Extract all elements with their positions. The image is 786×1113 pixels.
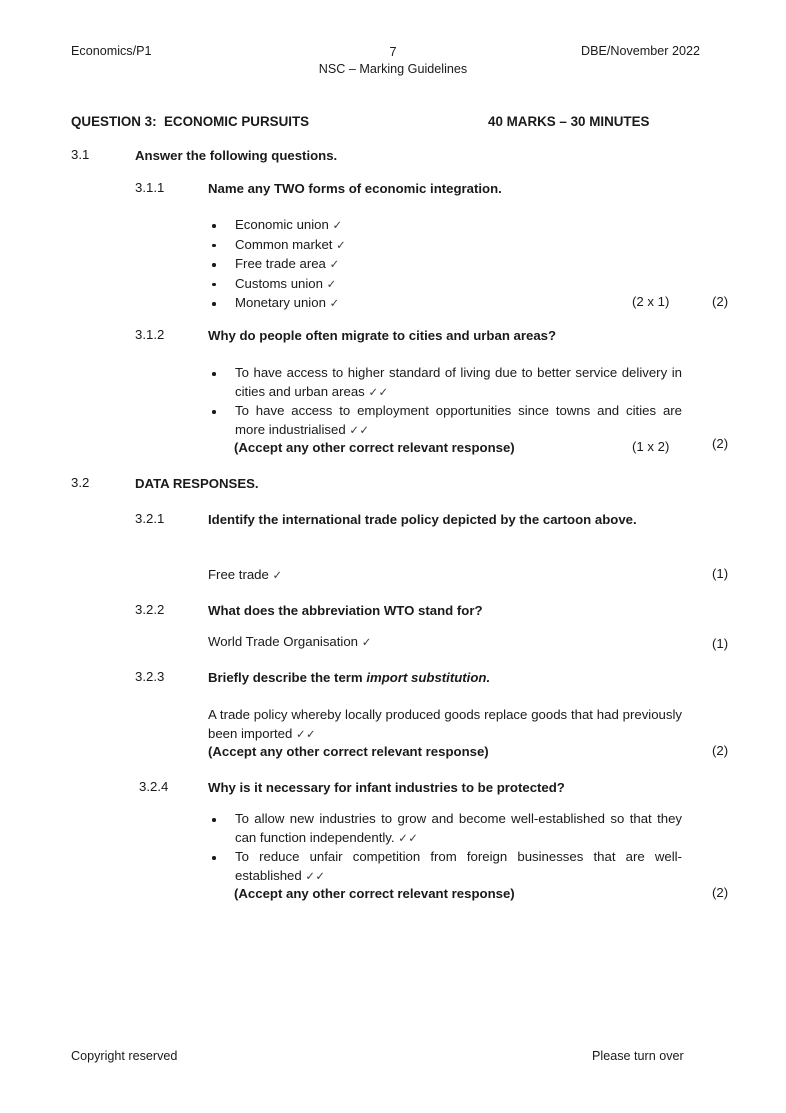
heading-text: Briefly describe the term [208, 670, 367, 685]
answer-text: World Trade Organisation [208, 634, 359, 649]
tick-icon: ✓✓ [295, 728, 317, 741]
tick-icon: ✓✓ [349, 424, 370, 437]
answer-bullets-3-1-1 [212, 216, 632, 314]
marks-total-3-1-2: (2) [712, 436, 729, 451]
list-item [212, 236, 632, 256]
accept-note-3-2-4: (Accept any other correct relevant response) [234, 886, 515, 901]
answer-bullets-3-2-4 [212, 810, 682, 886]
tick-icon: ✓ [329, 298, 340, 311]
section-number-3-1-1: 3.1.1 [135, 180, 165, 195]
header-subtitle: NSC – Marking Guidelines [318, 62, 468, 76]
marks-total-3-2-1: (1) [712, 566, 729, 581]
section-heading-3-2-3 [208, 669, 686, 688]
bullet-text: To have access to higher standard of living due to better service delivery in cities and urban areas [235, 365, 682, 399]
tick-icon: ✓ [336, 239, 347, 252]
accept-note-3-2-3: (Accept any other correct relevant response) [208, 744, 489, 759]
marks-calc-3-1-2: (1 x 2) [632, 439, 670, 454]
bullet-text: Economic union [235, 217, 329, 232]
answer-text: Free trade [208, 567, 269, 582]
answer-bullets-3-1-2 [212, 364, 682, 440]
bullet-text: To have access to employment opportunities since towns and cities are more industrialised [235, 403, 682, 437]
list-item [212, 848, 682, 886]
page-header [0, 44, 786, 86]
header-subject: Economics/P1 [71, 44, 152, 58]
tick-icon: ✓ [326, 278, 337, 291]
answer-text: A trade policy whereby locally produced goods replace goods that had previously been imported [208, 707, 682, 741]
answer-3-2-3 [208, 706, 682, 744]
section-number-3-1-2: 3.1.2 [135, 327, 165, 342]
tick-icon: ✓ [272, 570, 283, 582]
section-number-3-2-1: 3.2.1 [135, 511, 165, 526]
section-number-3-2: 3.2 [71, 475, 90, 490]
tick-icon: ✓ [329, 259, 340, 272]
section-heading-3-1: Answer the following questions. [135, 148, 338, 163]
section-number-3-2-3: 3.2.3 [135, 669, 165, 684]
bullet-text: Common market [235, 236, 333, 252]
footer-turn-over: Please turn over [592, 1049, 684, 1063]
section-heading-3-1-2: Why do people often migrate to cities and urban areas? [208, 328, 557, 343]
list-item [212, 275, 632, 295]
page-footer [0, 1049, 786, 1069]
bullet-text: Customs union [235, 275, 323, 291]
question-title: QUESTION 3: ECONOMIC PURSUITS [71, 114, 310, 129]
question-title-row [0, 114, 786, 134]
tick-icon: ✓✓ [305, 870, 326, 883]
list-item [212, 402, 682, 440]
section-number-3-2-4: 3.2.4 [139, 779, 169, 794]
marks-calc-3-1-1: (2 x 1) [632, 294, 670, 309]
bullet-text: To allow new industries to grow and become well-established so that they can function independently. [235, 811, 682, 845]
tick-icon: ✓✓ [368, 386, 389, 399]
section-heading-3-2-1: Identify the international trade policy depicted by the cartoon above. [208, 512, 637, 527]
section-number-3-2-2: 3.2.2 [135, 602, 165, 617]
heading-term-italic: import substitution. [366, 670, 491, 685]
tick-icon: ✓ [361, 637, 372, 649]
list-item [212, 216, 632, 236]
bullet-text: Free trade area [235, 256, 326, 272]
section-heading-3-2-4: Why is it necessary for infant industries to be protected? [208, 780, 565, 795]
list-item [212, 810, 682, 848]
accept-note-3-1-2: (Accept any other correct relevant response) [234, 440, 515, 455]
bullet-text: Monetary union [235, 295, 326, 311]
marks-total-3-1-1: (2) [712, 294, 729, 309]
section-heading-3-1-1: Name any TWO forms of economic integration. [208, 181, 502, 196]
answer-3-2-2 [208, 633, 648, 653]
list-item [212, 255, 632, 275]
header-page-number: 7 [389, 45, 397, 59]
footer-copyright: Copyright reserved [71, 1049, 178, 1063]
section-heading-3-2: DATA RESPONSES. [135, 476, 259, 491]
list-item [212, 294, 632, 314]
header-exam-session: DBE/November 2022 [580, 44, 700, 58]
section-heading-3-2-2: What does the abbreviation WTO stand for? [208, 603, 483, 618]
bullet-text: To reduce unfair competition from foreign businesses that are well-established [235, 849, 682, 883]
list-item [212, 364, 682, 402]
question-marks-time: 40 MARKS – 30 MINUTES [488, 114, 650, 129]
tick-icon: ✓✓ [398, 832, 419, 845]
tick-icon: ✓ [332, 220, 343, 232]
answer-3-2-1 [208, 566, 648, 586]
marks-total-3-2-3: (2) [712, 743, 729, 758]
section-number-3-1: 3.1 [71, 147, 90, 162]
marks-total-3-2-2: (1) [712, 636, 729, 651]
marks-total-3-2-4: (2) [712, 885, 729, 900]
